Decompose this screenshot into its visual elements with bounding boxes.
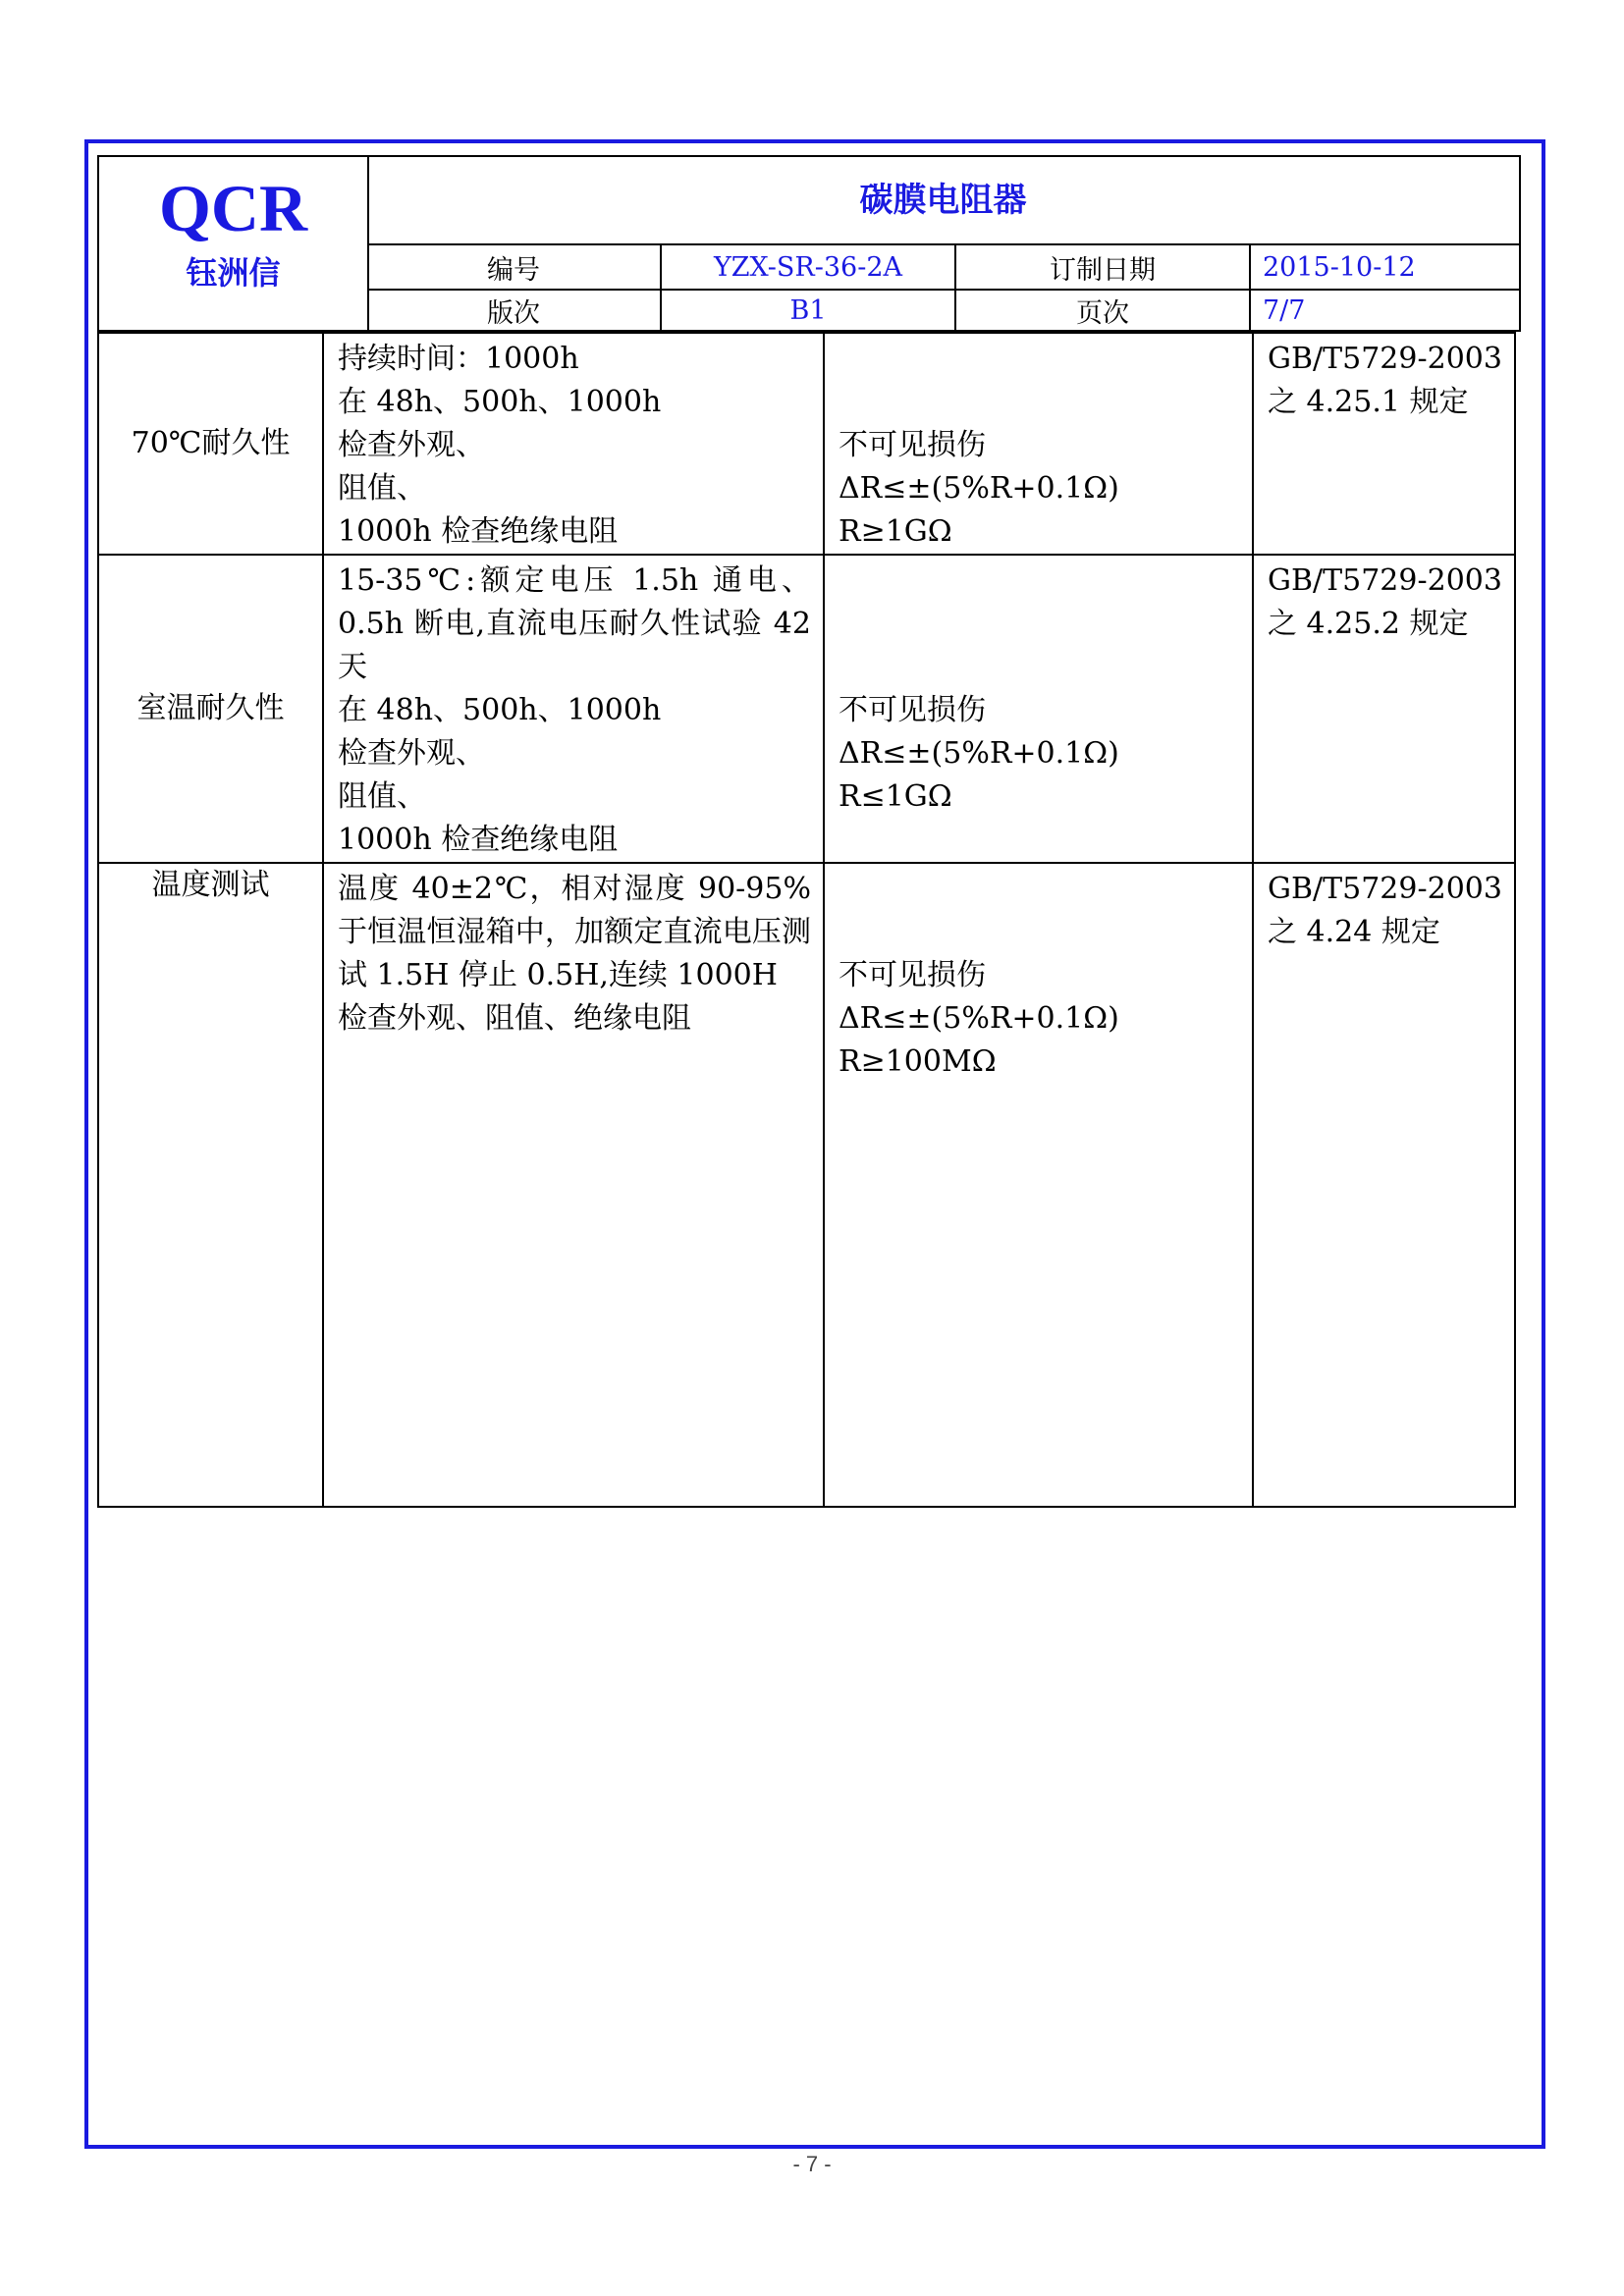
test-standard: GB/T5729-2003 之 4.25.2 规定 (1253, 555, 1515, 863)
requirement-text: 不可见损伤 ΔR≤±(5%R+0.1Ω) R≥100MΩ (839, 958, 1119, 1079)
test-requirement (824, 555, 1253, 863)
page-value: 7/7 (1263, 294, 1306, 326)
test-method: 15-35℃:额定电压 1.5h 通电、0.5h 断电,直流电压耐久性试验 42 天 在 48h、500h、1000h 检查外观、 阻值、 1000h 检查绝缘电阻 (323, 555, 824, 863)
document-header (97, 155, 1521, 332)
date-value: 2015-10-12 (1263, 251, 1416, 283)
test-method: 温度 40±2℃，相对湿度 90-95% 于恒温恒湿箱中，加额定直流电压测试 1.5H 停止 0.5H,连续 1000H 检查外观、阻值、绝缘电阻 (323, 863, 824, 1507)
table-row (98, 863, 1515, 1507)
logo-subtitle: 钰洲信 (186, 254, 281, 292)
doc-number-label: 编号 (367, 245, 662, 289)
test-spec-table (97, 332, 1516, 1508)
logo-text: QCR (158, 171, 308, 245)
requirement-text: 不可见损伤 ΔR≤±(5%R+0.1Ω) R≤1GΩ (839, 693, 1119, 814)
meta-row-1 (367, 245, 1519, 291)
page-number: - 7 - (792, 2152, 832, 2176)
doc-number-value: YZX-SR-36-2A (662, 245, 956, 289)
test-standard: GB/T5729-2003 之 4.24 规定 (1253, 863, 1515, 1507)
version-value: B1 (662, 291, 956, 330)
test-requirement (824, 333, 1253, 555)
document-title: 碳膜电阻器 (367, 157, 1519, 245)
test-requirement (824, 863, 1253, 1507)
meta-row-2 (367, 291, 1519, 330)
table-row (98, 333, 1515, 555)
test-standard: GB/T5729-2003 之 4.25.1 规定 (1253, 333, 1515, 555)
test-item: 温度测试 (98, 863, 323, 1507)
test-item: 70℃耐久性 (98, 333, 323, 555)
page-label: 页次 (956, 291, 1251, 330)
requirement-text: 不可见损伤 ΔR≤±(5%R+0.1Ω) R≥1GΩ (839, 428, 1119, 549)
version-label: 版次 (367, 291, 662, 330)
table-row (98, 555, 1515, 863)
date-label: 订制日期 (956, 245, 1251, 289)
company-logo (99, 157, 369, 330)
test-method: 持续时间：1000h 在 48h、500h、1000h 检查外观、 阻值、 1000h 检查绝缘电阻 (323, 333, 824, 555)
test-item: 室温耐久性 (98, 555, 323, 863)
